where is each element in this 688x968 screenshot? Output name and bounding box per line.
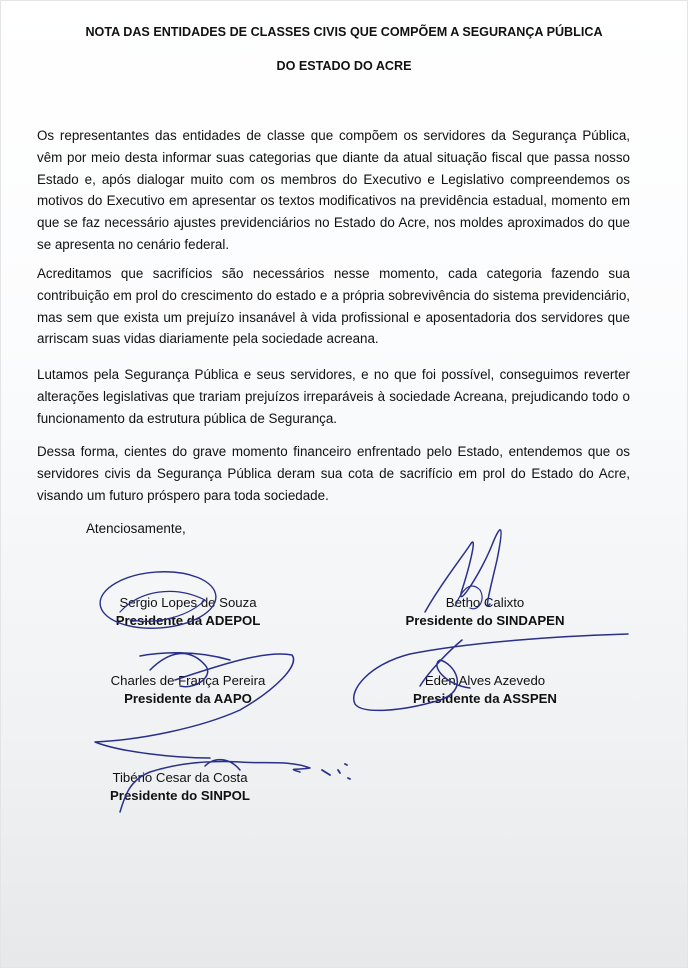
- signatory-name: Sergio Lopes de Souza: [119, 595, 257, 610]
- signatory-role: Presidente da ASSPEN: [413, 691, 557, 706]
- paragraph-4: Dessa forma, cientes do grave momento financeiro enfrentado pelo Estado, entendemos que os servidores civis da Segurança Pública deram sua cota de sacrifício em prol do Estado do Acre, visando um futuro próspero para toda sociedade.: [37, 444, 630, 503]
- signature-block-sinpol: [80, 769, 280, 805]
- signatory-name: Betho Calixto: [445, 595, 525, 610]
- signatory-name: Tibério Cesar da Costa: [112, 770, 248, 785]
- paragraph-2: Acreditamos que sacrifícios são necessários nesse momento, cada categoria fazendo sua contribuição em prol do crescimento do estado e a própria sobrevivência do sistema previdenciário, mas sem que exista um prejuízo insanável à vida profissional e aposentadoria dos servidores que arriscam suas vidas diariamente pela sociedade acreana.: [37, 266, 630, 347]
- signatory-role: Presidente da AAPO: [124, 691, 252, 706]
- paragraph-1: Os representantes das entidades de classe que compõem os servidores da Segurança Pública, vêm por meio desta informar suas categorias que diante da atual situação fiscal que passa nosso Estado e, após dialogar muito com os membros do Executivo e Legislativo compreendemos os motivos do Executivo em apresentar os textos modificativos na previdência estadual, momento em que se faz necessário ajustes previdenciários no Estado do Acre, nos moldes aproximados do que se apresenta no cenário federal.: [37, 128, 630, 252]
- signatory-role: Presidente do SINDAPEN: [405, 613, 565, 628]
- paragraph-3: Lutamos pela Segurança Pública e seus servidores, e no que foi possível, conseguimos reverter alterações legislativas que trariam prejuízos irreparáveis à sociedade Acreana, prejudicando todo o funcionamento da estrutura pública de Segurança.: [37, 367, 630, 426]
- signatory-role: Presidente do SINPOL: [110, 788, 250, 803]
- closing-salutation: Atenciosamente,: [86, 521, 186, 536]
- signature-block-sindapen: [390, 594, 580, 630]
- signatory-name: Eden Alves Azevedo: [424, 673, 546, 688]
- document-title-line-2: DO ESTADO DO ACRE: [276, 59, 412, 73]
- signatory-role: Presidente da ADEPOL: [115, 613, 261, 628]
- signatory-name: Charles de França Pereira: [110, 673, 266, 688]
- signature-block-asspen: [390, 672, 580, 708]
- signature-block-adepol: [88, 594, 288, 630]
- document-title-line-1: NOTA DAS ENTIDADES DE CLASSES CIVIS QUE COMPÕEM A SEGURANÇA PÚBLICA: [85, 25, 603, 39]
- signature-sinpol-dots: [322, 764, 350, 779]
- signature-block-aapo: [88, 672, 288, 708]
